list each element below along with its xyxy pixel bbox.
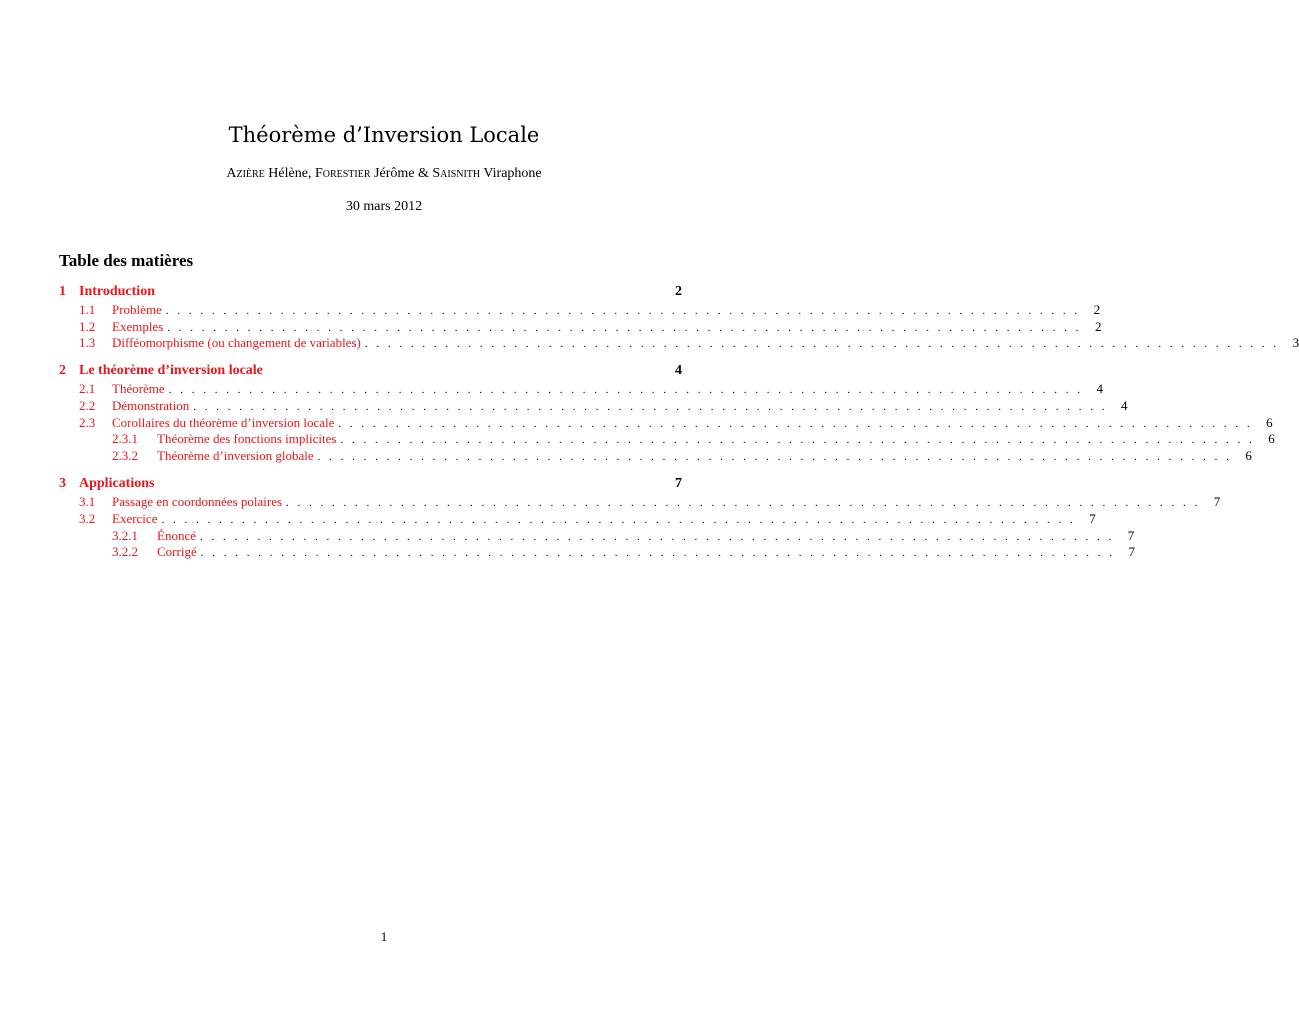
toc-entry-page: 2 — [675, 284, 682, 299]
toc-entry[interactable] — [59, 302, 1101, 318]
author-given-name: Viraphone — [483, 166, 542, 181]
toc-leader-dots: . . . . . . . . . . . . . . . . . . . . . . . . . . . . . . . . . . . . . . . . . . . . . . . . . . . . . . . . . . . . . . . . . . . . . . . . . . . . . . . . — [168, 384, 1083, 396]
toc-leader-dots: . . . . . . . . . . . . . . . . . . . . . . . . . . . . . . . . . . . . . . . . . . . . . . . . . . . . . . . . . . . . . . . . . . . . . . . . . . . . . . . . — [161, 514, 1076, 526]
toc-entry-number[interactable]: 2.1 — [79, 381, 96, 396]
toc-entry[interactable] — [59, 415, 1273, 431]
toc-entry[interactable] — [59, 319, 1102, 335]
toc-entry[interactable] — [59, 381, 1103, 397]
toc-entry-page: 7 — [1213, 494, 1221, 509]
toc-entry-page: 6 — [1266, 415, 1273, 430]
toc-entry[interactable] — [59, 544, 1135, 560]
toc-entry-label[interactable]: Problème — [112, 302, 162, 317]
toc-entry[interactable] — [59, 398, 1128, 414]
toc-entry-number[interactable]: 1 — [59, 284, 66, 299]
toc-entry-page: 7 — [675, 476, 682, 491]
toc-entry-label[interactable]: Corollaires du théorème d’inversion locale — [112, 415, 335, 430]
toc-entry-page: 7 — [1127, 528, 1135, 543]
toc-leader-dots: . . . . . . . . . . . . . . . . . . . . . . . . . . . . . . . . . . . . . . . . . . . . . . . . . . . . . . . . . . . . . . . . . . . . . . . . . . . . . . . . — [167, 322, 1082, 334]
toc-entry-label[interactable]: Passage en coordonnées polaires — [112, 494, 283, 509]
author-surname: Azière — [226, 166, 265, 181]
toc-entry[interactable] — [59, 363, 682, 379]
toc-entry-label[interactable]: Théorème d’inversion globale — [157, 448, 314, 463]
author-separator: & — [414, 166, 433, 181]
toc-entry-number[interactable]: 2 — [59, 363, 66, 378]
author-given-name: Jérôme — [374, 166, 415, 181]
toc-entry-label[interactable]: Difféomorphisme (ou changement de variables) — [112, 335, 361, 350]
toc-entry-label[interactable]: Exemples — [112, 319, 164, 334]
toc-leader-dots: . . . . . . . . . . . . . . . . . . . . . . . . . . . . . . . . . . . . . . . . . . . . . . . . . . . . . . . . . . . . . . . . . . . . . . . . . . . . . . . . — [200, 547, 1115, 559]
toc-entry-label[interactable]: Introduction — [79, 284, 155, 299]
author-given-name: Hélène — [268, 166, 308, 181]
toc-heading: Table des matières — [59, 251, 194, 270]
toc-entry[interactable] — [59, 284, 682, 300]
toc-entry-page: 3 — [1292, 335, 1299, 350]
toc-entry-page: 2 — [1095, 319, 1102, 334]
toc-leader-dots: . . . . . . . . . . . . . . . . . . . . . . . . . . . . . . . . . . . . . . . . . . . . . . . . . . . . . . . . . . . . . . . . . . . . . . . . . . . . . . . . — [286, 497, 1201, 509]
toc-entry[interactable] — [59, 335, 1299, 351]
toc-leader-dots: . . . . . . . . . . . . . . . . . . . . . . . . . . . . . . . . . . . . . . . . . . . . . . . . . . . . . . . . . . . . . . . . . . . . . . . . . . . . . . . . — [193, 401, 1108, 413]
toc-entry[interactable] — [59, 511, 1096, 527]
toc-entry[interactable] — [59, 476, 682, 492]
author-separator: , — [307, 166, 315, 181]
toc-leader-dots: . . . . . . . . . . . . . . . . . . . . . . . . . . . . . . . . . . . . . . . . . . . . . . . . . . . . . . . . . . . . . . . . . . . . . . . . . . . . . . . . — [338, 418, 1253, 430]
toc-entry-label[interactable]: Théorème — [112, 381, 165, 396]
toc-entry[interactable] — [59, 528, 1135, 544]
toc-entry-number[interactable]: 3 — [59, 476, 66, 491]
toc-entry-number[interactable]: 2.3.2 — [112, 448, 138, 463]
toc-entry-page: 7 — [1089, 511, 1096, 526]
author-line — [0, 166, 768, 182]
toc-leader-dots: . . . . . . . . . . . . . . . . . . . . . . . . . . . . . . . . . . . . . . . . . . . . . . . . . . . . . . . . . . . . . . . . . . . . . . . . . . . . . . . . — [317, 451, 1232, 463]
toc-entry-label[interactable]: Théorème des fonctions implicites — [157, 431, 337, 446]
toc-entry-label[interactable]: Exercice — [112, 511, 158, 526]
toc-entry-number[interactable]: 3.2 — [79, 511, 96, 526]
toc-entry-number[interactable]: 3.1 — [79, 494, 96, 509]
page-number: 1 — [380, 929, 388, 944]
toc-entry-number[interactable]: 2.3.1 — [112, 431, 138, 446]
toc-entry-page: 4 — [1121, 398, 1128, 413]
toc-entry-number[interactable]: 3.2.2 — [112, 544, 138, 559]
author-surname: Saisnith — [432, 166, 481, 181]
toc-entry-number[interactable]: 1.1 — [79, 302, 96, 317]
toc-leader-dots: . . . . . . . . . . . . . . . . . . . . . . . . . . . . . . . . . . . . . . . . . . . . . . . . . . . . . . . . . . . . . . . . . . . . . . . . . . . . . . . . — [340, 434, 1255, 446]
toc-entry-number[interactable]: 3.2.1 — [112, 528, 138, 543]
document-date: 30 mars 2012 — [345, 199, 423, 214]
toc-entry-number[interactable]: 1.3 — [79, 335, 96, 350]
toc-leader-dots: . . . . . . . . . . . . . . . . . . . . . . . . . . . . . . . . . . . . . . . . . . . . . . . . . . . . . . . . . . . . . . . . . . . . . . . . . . . . . . . . — [364, 338, 1280, 350]
toc-entry-page: 2 — [1093, 302, 1101, 317]
toc-entry-label[interactable]: Applications — [79, 476, 155, 491]
toc-entry-page: 4 — [1096, 381, 1103, 396]
toc-entry-page: 6 — [1245, 448, 1252, 463]
toc-entry-number[interactable]: 2.2 — [79, 398, 96, 413]
toc-entry-number[interactable]: 2.3 — [79, 415, 96, 430]
toc-entry-page: 4 — [675, 363, 682, 378]
toc-entry-label[interactable]: Démonstration — [112, 398, 190, 413]
toc-entry-label[interactable]: Corrigé — [157, 544, 197, 559]
toc-leader-dots: . . . . . . . . . . . . . . . . . . . . . . . . . . . . . . . . . . . . . . . . . . . . . . . . . . . . . . . . . . . . . . . . . . . . . . . . . . . . . . . . — [165, 305, 1081, 317]
document-title: Théorème d’Inversion Locale — [228, 123, 540, 147]
toc-entry[interactable] — [59, 494, 1221, 510]
toc-entry-page: 6 — [1268, 431, 1275, 446]
toc-entry[interactable] — [59, 431, 1275, 447]
toc-entry-label[interactable]: Énoncé — [157, 528, 196, 543]
toc-entry-label[interactable]: Le théorème d’inversion locale — [79, 363, 263, 378]
toc-entry-number[interactable]: 1.2 — [79, 319, 96, 334]
toc-entry-page: 7 — [1128, 544, 1135, 559]
author-surname: Forestier — [314, 166, 371, 181]
toc-leader-dots: . . . . . . . . . . . . . . . . . . . . . . . . . . . . . . . . . . . . . . . . . . . . . . . . . . . . . . . . . . . . . . . . . . . . . . . . . . . . . . . . — [199, 531, 1115, 543]
toc-entry[interactable] — [59, 448, 1252, 464]
